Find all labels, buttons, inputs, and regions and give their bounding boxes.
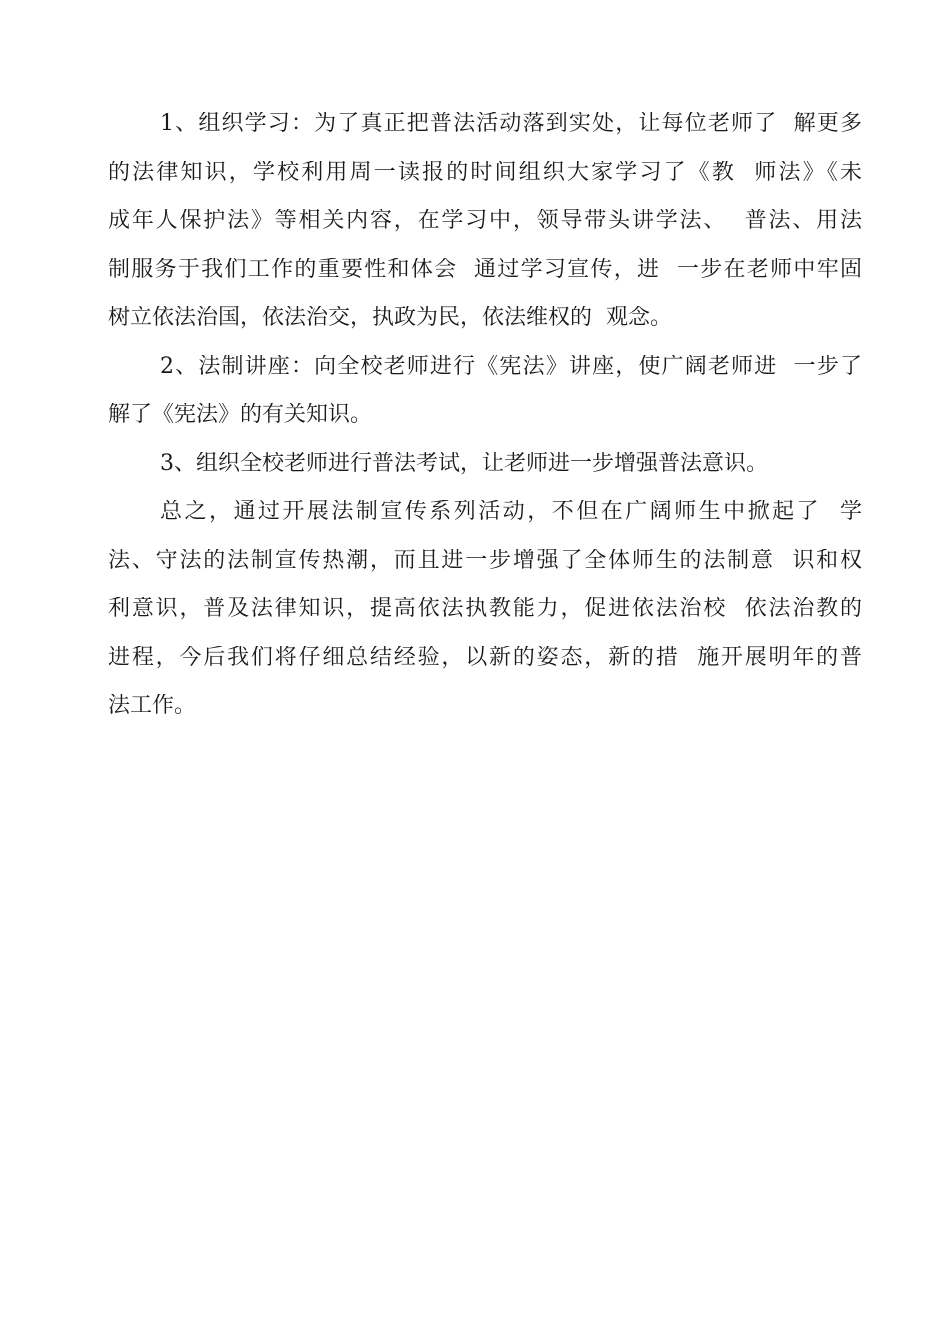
paragraph-law-exam: [108, 452, 862, 476]
paragraph-line: 2、法制讲座：向全校老师进行《宪法》讲座，使广阔老师进 一步了: [160, 354, 862, 379]
paragraph-line: 成年人保护法》等相关内容，在学习中，领导带头讲学法、 普法、用法: [108, 209, 862, 233]
paragraph-line: 制服务于我们工作的重要性和体会 通过学习宣传，进 一步在老师中牢固: [108, 257, 862, 282]
paragraph-line: 树立依法治国，依法治交，执政为民，依法维权的 观念。: [108, 306, 672, 330]
paragraph-legal-lecture: [108, 355, 862, 428]
paragraph-line: 法工作。: [108, 694, 197, 718]
document-body: [108, 112, 862, 743]
paragraph-organize-study: [108, 112, 862, 330]
paragraph-summary: [108, 500, 862, 718]
paragraph-line: 1、组织学习：为了真正把普法活动落到实处，让每位老师了 解更多: [160, 112, 862, 136]
paragraph-line: 利意识，普及法律知识，提高依法执教能力，促进依法治校 依法治教的: [108, 597, 862, 621]
paragraph-line: 解了《宪法》的有关知识。: [108, 403, 373, 427]
paragraph-line: 法、守法的法制宣传热潮，而且进一步增强了全体师生的法制意 识和权: [108, 548, 862, 573]
paragraph-line: 的法律知识，学校利用周一读报的时间组织大家学习了《教 师法》《未: [108, 160, 862, 185]
paragraph-line: 总之，通过开展法制宣传系列活动，不但在广阔师生中掀起了 学: [160, 500, 862, 524]
paragraph-line: 进程，今后我们将仔细总结经验，以新的姿态，新的措 施开展明年的普: [108, 645, 862, 670]
paragraph-line: 3、组织全校老师进行普法考试，让老师进一步增强普法意识。: [160, 451, 768, 476]
